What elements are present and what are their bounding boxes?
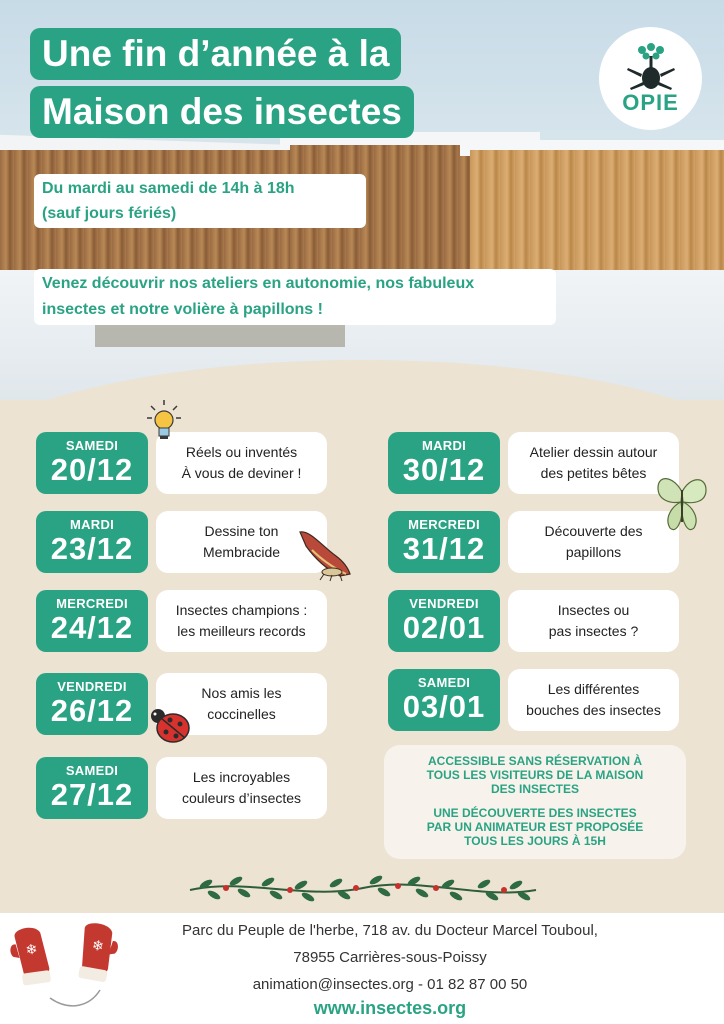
intro-text bbox=[34, 269, 556, 325]
hours-line-2: (sauf jours fériés) bbox=[42, 205, 177, 222]
event-date-number: 24/12 bbox=[50, 610, 134, 645]
event-date-number: 27/12 bbox=[50, 777, 134, 812]
event-day: MERCREDI bbox=[56, 596, 128, 611]
event-day: VENDREDI bbox=[409, 596, 479, 611]
event-date bbox=[36, 757, 148, 819]
event-desc-line-2: pas insectes ? bbox=[548, 623, 639, 639]
address-line-1: Parc du Peuple de l'herbe, 718 av. du Docteur Marcel Touboul, bbox=[182, 922, 598, 939]
page-title bbox=[30, 28, 414, 138]
title-line-1: Une fin d’année à la bbox=[30, 28, 401, 80]
event-desc-line-1: Nos amis les bbox=[201, 685, 282, 701]
event-desc-line-1: Insectes ou bbox=[557, 602, 630, 618]
intro-line-2: insectes et notre volière à papillons ! bbox=[42, 301, 323, 318]
event-date-number: 23/12 bbox=[50, 531, 134, 566]
opie-logo-icon bbox=[622, 42, 680, 92]
hours-line-1: Du mardi au samedi de 14h à 18h bbox=[42, 180, 295, 197]
info-line: ACCESSIBLE SANS RÉSERVATION À bbox=[427, 754, 643, 768]
event-date bbox=[36, 590, 148, 652]
event-date bbox=[388, 511, 500, 573]
info-line: PAR UN ANIMATEUR EST PROPOSÉE bbox=[426, 820, 644, 834]
event-desc-line-1: Réels ou inventés bbox=[185, 444, 298, 460]
event-desc-line-2: des petites bêtes bbox=[540, 465, 647, 481]
event-desc-line-1: Les incroyables bbox=[192, 769, 291, 785]
event-date-number: 02/01 bbox=[402, 610, 486, 645]
info-line: TOUS LES VISITEURS DE LA MAISON bbox=[426, 768, 644, 782]
opie-logo[interactable] bbox=[599, 27, 702, 130]
membracid-icon bbox=[296, 526, 354, 582]
event-desc-line-1: Découverte des bbox=[544, 523, 643, 539]
event-date-number: 31/12 bbox=[402, 531, 486, 566]
event-description bbox=[156, 757, 327, 819]
event-date-number: 26/12 bbox=[50, 693, 134, 728]
event-day: SAMEDI bbox=[65, 763, 119, 778]
event-date bbox=[388, 590, 500, 652]
event-desc-line-2: bouches des insectes bbox=[526, 702, 661, 718]
contact-line[interactable]: animation@insectes.org - 01 82 87 00 50 bbox=[252, 976, 528, 993]
mittens-icon bbox=[10, 920, 120, 1012]
event-date bbox=[36, 673, 148, 735]
address-line-2: 78955 Carrières-sous-Poissy bbox=[293, 949, 487, 966]
svg-text:❄: ❄ bbox=[90, 937, 105, 956]
event-desc-line-2: Membracide bbox=[202, 544, 281, 560]
event-description bbox=[508, 590, 679, 652]
event-date bbox=[388, 669, 500, 731]
info-line: DES INSECTES bbox=[490, 782, 580, 796]
event-desc-line-1: Atelier dessin autour bbox=[529, 444, 658, 460]
event-day: MARDI bbox=[69, 517, 115, 532]
event-date bbox=[36, 432, 148, 494]
event-desc-line-2: coccinelles bbox=[207, 706, 276, 722]
title-line-2: Maison des insectes bbox=[30, 86, 414, 138]
lightbulb-icon bbox=[146, 398, 182, 448]
event-desc-line-2: les meilleurs records bbox=[177, 623, 306, 639]
website-link[interactable]: www.insectes.org bbox=[313, 998, 467, 1018]
event-day: MERCREDI bbox=[408, 517, 480, 532]
event-desc-line-1: Les différentes bbox=[547, 681, 640, 697]
butterfly-icon bbox=[654, 472, 710, 538]
event-desc-line-1: Insectes champions : bbox=[175, 602, 308, 618]
svg-text:❄: ❄ bbox=[24, 941, 39, 959]
event-date bbox=[388, 432, 500, 494]
event-date-number: 03/01 bbox=[402, 689, 486, 724]
event-desc-line-1: Dessine ton bbox=[204, 523, 279, 539]
event-description bbox=[508, 669, 679, 731]
event-date-number: 30/12 bbox=[402, 452, 486, 487]
event-desc-line-2: À vous de deviner ! bbox=[181, 465, 302, 481]
ladybug-icon bbox=[148, 704, 192, 746]
event-day: SAMEDI bbox=[417, 675, 471, 690]
garland-icon bbox=[186, 868, 540, 908]
event-day: MARDI bbox=[421, 438, 467, 453]
event-desc-line-2: couleurs d’insectes bbox=[181, 790, 302, 806]
info-line: TOUS LES JOURS À 15H bbox=[464, 834, 606, 848]
intro-line-1: Venez découvrir nos ateliers en autonomie, nos fabuleux bbox=[42, 275, 475, 292]
opening-hours bbox=[34, 174, 366, 228]
event-date bbox=[36, 511, 148, 573]
event-day: SAMEDI bbox=[65, 438, 119, 453]
info-box bbox=[384, 745, 686, 859]
event-date-number: 20/12 bbox=[50, 452, 134, 487]
logo-text: OPIE bbox=[622, 89, 679, 115]
event-description bbox=[156, 590, 327, 652]
event-day: VENDREDI bbox=[57, 679, 127, 694]
info-line: UNE DÉCOUVERTE DES INSECTES bbox=[433, 806, 637, 820]
event-desc-line-2: papillons bbox=[565, 544, 622, 560]
